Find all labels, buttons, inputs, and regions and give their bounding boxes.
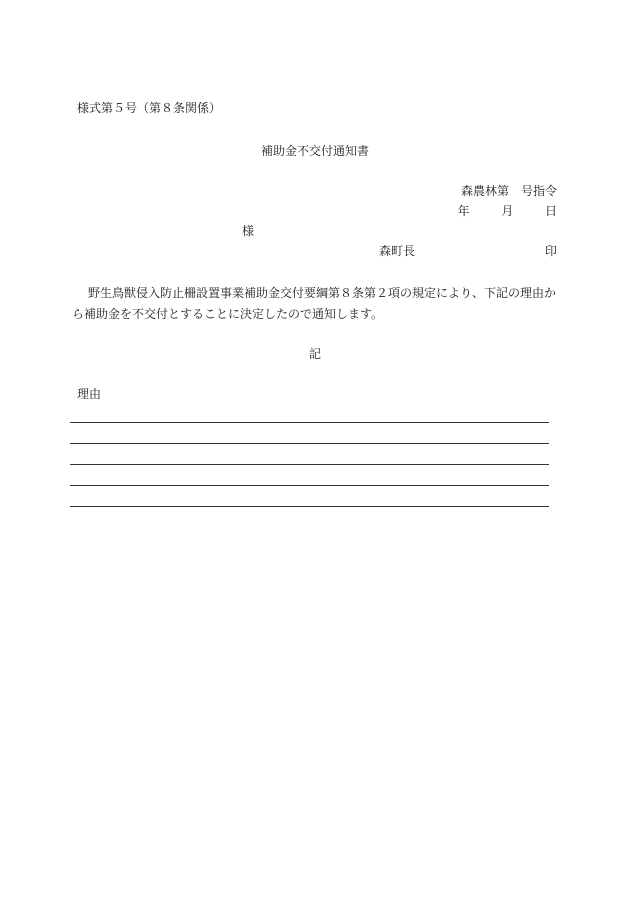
reason-line-4 [70,485,549,486]
form-number: 様式第５号（第８条関係） [77,101,222,115]
date-line [458,204,557,218]
date-day: 日 [544,204,557,218]
reference-number: 森農林第 号指令 [460,184,557,198]
ki-heading: 記 [308,347,321,361]
document-title: 補助金不交付通知書 [260,144,369,158]
date-month: 月 [501,204,514,218]
reason-line-2 [70,443,549,444]
reason-label: 理由 [77,387,102,401]
body-text: 野生鳥獣侵入防止柵設置事業補助金交付要綱第８条第２項の規定により、下記の理由から補助金を不交付とすることに決定したので通知します。 [72,286,557,321]
issuer-name: 森町長 [379,244,416,258]
seal-mark: 印 [544,244,557,258]
addressee-suffix: 様 [242,224,255,238]
date-year: 年 [457,204,470,218]
reason-line-3 [70,464,549,465]
reason-line-5 [70,506,549,507]
reason-line-1 [70,422,549,423]
